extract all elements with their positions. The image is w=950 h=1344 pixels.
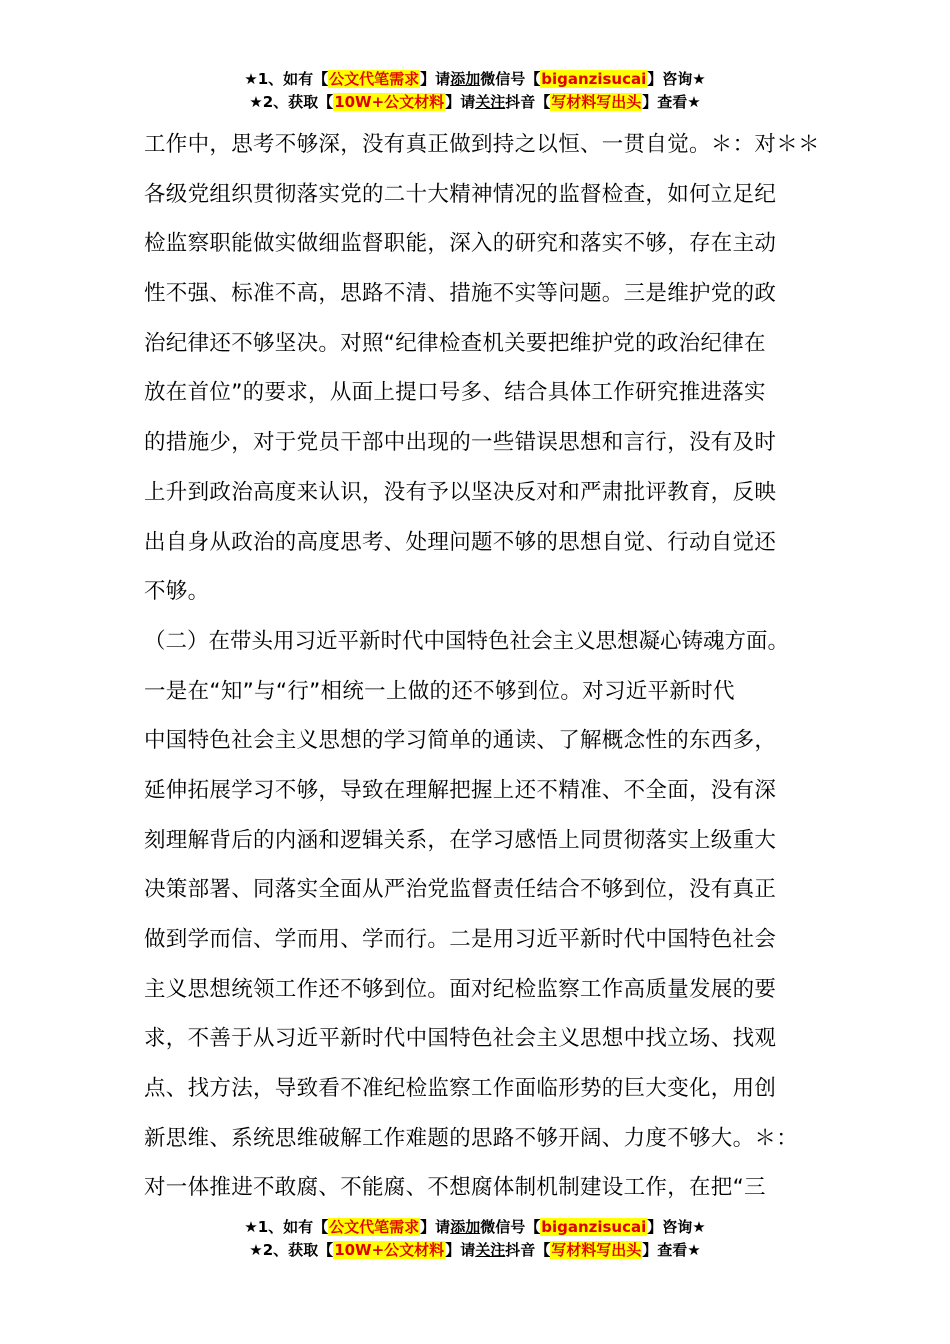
banner-text: 】请 xyxy=(445,93,476,111)
banner-text: 】查看★ xyxy=(642,93,701,111)
banner-text: ★1、如有【 xyxy=(244,70,329,88)
body-line: 求，不善于从习近平新时代中国特色社会主义思想中找立场、找观 xyxy=(144,1026,777,1052)
body-line: 刻理解背后的内涵和逻辑关系，在学习感悟上同贯彻落实上级重大 xyxy=(144,827,777,853)
banner-text: 微信号【 xyxy=(480,1218,541,1236)
body-line: 主义思想统领工作还不够到位。面对纪检监察工作高质量发展的要 xyxy=(144,976,777,1002)
banner-text: 】查看★ xyxy=(642,1241,701,1259)
underlined-text: 添加 xyxy=(450,1218,481,1236)
wechat-id-highlight: biganzisucai xyxy=(541,1218,647,1236)
section-heading: （二）在带头用习近平新时代中国特色社会主义思想凝心铸魂方面。 xyxy=(144,628,790,654)
document-body xyxy=(144,120,824,1213)
body-line: 做到学而信、学而用、学而行。二是用习近平新时代中国特色社会 xyxy=(144,927,777,952)
banner-text: ★1、如有【 xyxy=(244,1218,329,1236)
banner-text: 】咨询★ xyxy=(647,70,706,88)
underlined-text: 关注 xyxy=(475,93,506,111)
body-line: 性不强、标准不高，思路不清、措施不实等问题。三是维护党的政 xyxy=(144,281,777,307)
body-line: 不够。 xyxy=(144,579,210,605)
douyin-highlight: 写材料写出头 xyxy=(551,1241,642,1259)
body-line: 放在首位”的要求，从面上提口号多、结合具体工作研究推进落实 xyxy=(144,380,766,406)
body-line: 决策部署、同落实全面从严治党监督责任结合不够到位，没有真正 xyxy=(144,877,777,903)
banner-text: 】请 xyxy=(445,1241,476,1259)
banner-text: ★2、获取【 xyxy=(249,93,334,111)
body-line: 的措施少，对于党员干部中出现的一些错误思想和言行，没有及时 xyxy=(144,430,777,456)
body-line: 各级党组织贯彻落实党的二十大精神情况的监督检查，如何立足纪 xyxy=(144,181,777,207)
footer-banner xyxy=(0,1216,950,1262)
highlight-text: 公文代笔需求 xyxy=(329,1218,420,1236)
body-line: 一是在“知”与“行”相统一上做的还不够到位。对习近平新时代 xyxy=(144,678,735,704)
body-line: 上升到政治高度来认识，没有予以坚决反对和严肃批评教育，反映 xyxy=(144,479,777,505)
header-banner xyxy=(0,68,950,114)
banner-line-1 xyxy=(0,1216,950,1239)
body-line: 点、找方法，导致看不准纪检监察工作面临形势的巨大变化，用创 xyxy=(144,1076,777,1102)
wechat-id-highlight: biganzisucai xyxy=(541,70,647,88)
banner-text: 抖音【 xyxy=(505,1241,551,1259)
douyin-highlight: 写材料写出头 xyxy=(551,93,642,111)
banner-text: 微信号【 xyxy=(480,70,541,88)
body-line: 新思维、系统思维破解工作难题的思路不够开阔、力度不够大。＊： xyxy=(144,1125,799,1151)
highlight-text: 公文代笔需求 xyxy=(329,70,420,88)
banner-line-1 xyxy=(0,68,950,91)
underlined-text: 添加 xyxy=(450,70,481,88)
banner-text: 】请 xyxy=(420,1218,451,1236)
banner-text: 抖音【 xyxy=(505,93,551,111)
underlined-text: 关注 xyxy=(475,1241,506,1259)
highlight-text: 10W+公文材料 xyxy=(334,93,445,111)
body-line: 对一体推进不敢腐、不能腐、不想腐体制机制建设工作，在把“三 xyxy=(144,1175,766,1201)
banner-line-2 xyxy=(0,91,950,114)
highlight-text: 10W+公文材料 xyxy=(334,1241,445,1259)
body-line: 中国特色社会主义思想的学习简单的通读、了解概念性的东西多， xyxy=(144,728,777,754)
banner-line-2 xyxy=(0,1239,950,1262)
body-line: 延伸拓展学习不够，导致在理解把握上还不精准、不全面，没有深 xyxy=(144,777,777,803)
banner-text: 】咨询★ xyxy=(647,1218,706,1236)
banner-text: 】请 xyxy=(420,70,451,88)
banner-text: ★2、获取【 xyxy=(249,1241,334,1259)
body-line: 出自身从政治的高度思考、处理问题不够的思想自觉、行动自觉还 xyxy=(144,529,777,555)
body-line: 工作中，思考不够深，没有真正做到持之以恒、一贯自觉。＊：对＊＊ xyxy=(144,132,820,157)
body-line: 检监察职能做实做细监督职能，深入的研究和落实不够，存在主动 xyxy=(144,231,777,257)
body-line: 治纪律还不够坚决。对照“纪律检查机关要把维护党的政治纪律在 xyxy=(144,330,766,356)
